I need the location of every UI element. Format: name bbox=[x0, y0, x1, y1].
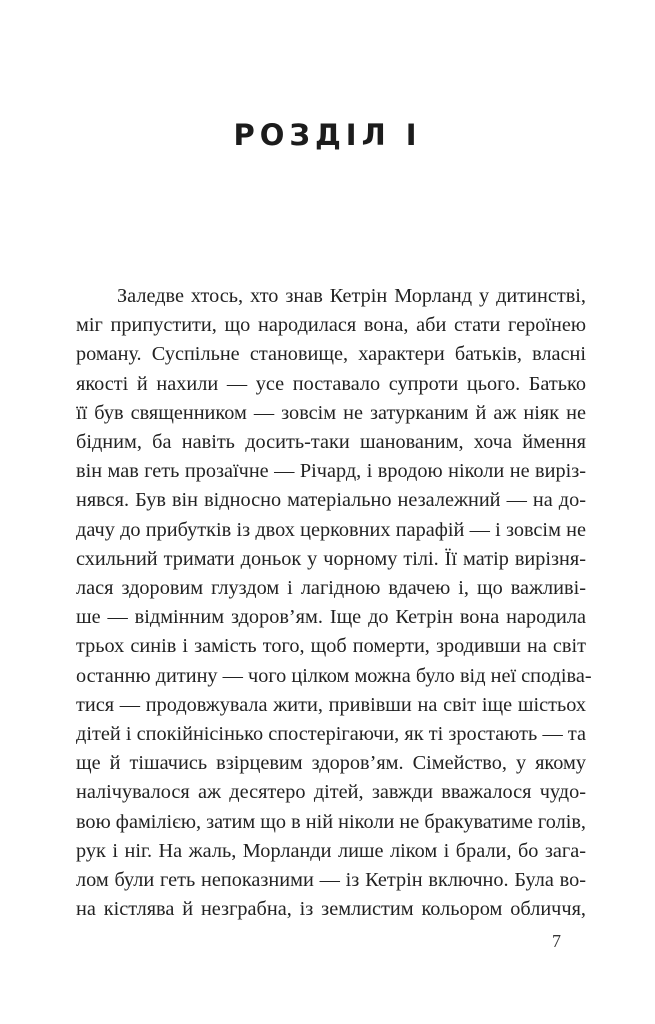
chapter-title: РОЗДІЛ І bbox=[233, 118, 422, 152]
text-line: якості й нахили — усе поставало супроти цього. Батько bbox=[76, 372, 586, 395]
text-line: дітей і спокійнісінько спостерігаючи, як ті зростають — та bbox=[76, 723, 586, 746]
text-line: схильний тримати доньок у чорному тілі. Її матір вирізня- bbox=[76, 547, 586, 570]
page-number: 7 bbox=[552, 931, 561, 951]
text-line: налічувалося аж десятеро дітей, завжди вважалося чудо- bbox=[76, 781, 586, 804]
text-line: він мав геть прозаїчне — Річард, і вродою ніколи не виріз- bbox=[76, 460, 586, 483]
body-paragraph bbox=[76, 282, 592, 924]
text-line: дачу до прибутків із двох церковних парафій — і зовсім не bbox=[76, 518, 586, 541]
text-line: нявся. Був він відносно матеріально незалежний — на до- bbox=[76, 489, 586, 512]
text-line: останню дитину — чого цілком можна було від неї сподіва- bbox=[76, 664, 592, 687]
text-line: трьох синів і замість того, щоб померти, зродивши на світ bbox=[76, 635, 586, 658]
text-line: тися — продовжувала жити, привівши на світ іще шістьох bbox=[76, 693, 586, 716]
text-line: вою фамілією, затим що в ній ніколи не бракуватиме голів, bbox=[76, 810, 586, 833]
text-line: бідним, ба навіть досить-таки шанованим, хоча ймення bbox=[76, 431, 586, 454]
text-line: на кістлява й незграбна, із землистим кольором обличчя, bbox=[76, 898, 586, 921]
text-line: міг припустити, що народилася вона, аби стати героїнею bbox=[76, 314, 586, 337]
text-line: роману. Суспільне становище, характери батьків, власні bbox=[76, 343, 586, 366]
text-line: ще й тішачись взірцевим здоров’ям. Сімейство, у якому bbox=[76, 752, 586, 775]
text-line: Заледве хтось, хто знав Кетрін Морланд у дитинстві, bbox=[117, 285, 586, 307]
text-line: рук і ніг. На жаль, Морланди лише ліком і брали, бо зага- bbox=[76, 839, 586, 862]
text-line: ше — відмінним здоров’ям. Іще до Кетрін вона народила bbox=[76, 606, 586, 629]
text-line: її був священником — зовсім не затурканим й аж ніяк не bbox=[76, 401, 586, 424]
text-line: лом були геть непоказними — із Кетрін включно. Була во- bbox=[76, 869, 586, 892]
text-line: лася здоровим глуздом і лагідною вдачею і, що важливі- bbox=[76, 577, 586, 600]
